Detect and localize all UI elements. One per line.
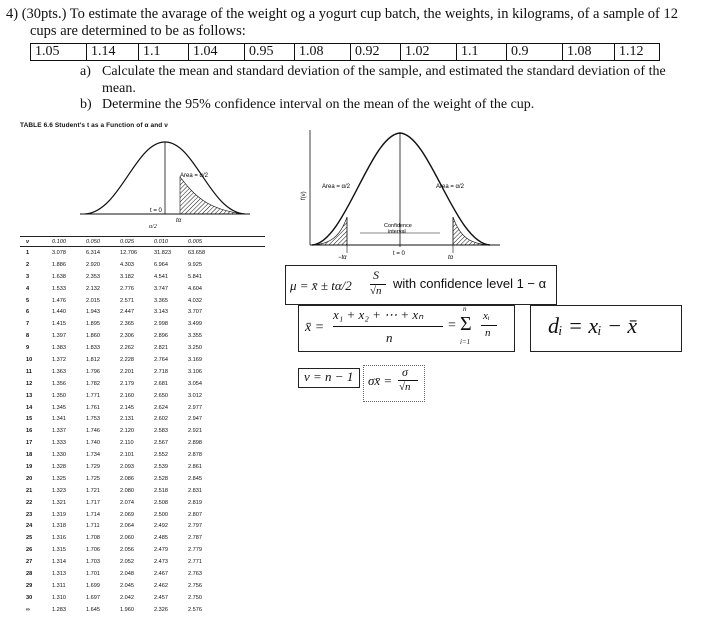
t-table-row bbox=[20, 425, 265, 437]
t-table-cell: 1.711 bbox=[86, 523, 100, 530]
t-table-row bbox=[20, 604, 265, 616]
t-table-cell: 2.228 bbox=[120, 356, 134, 363]
t-table-cell: 2.052 bbox=[120, 559, 134, 566]
t-table-cell: 2.074 bbox=[120, 499, 134, 506]
t-table-cell: 27 bbox=[26, 559, 33, 566]
t-table-cell: 2.602 bbox=[154, 416, 168, 423]
weight-cell: 1.02 bbox=[401, 44, 457, 60]
t-table-cell: 2.069 bbox=[120, 511, 134, 518]
t-table-cell: 2.920 bbox=[86, 261, 100, 268]
t-table-cell: 2.042 bbox=[120, 594, 134, 601]
t-table-cell: 1.761 bbox=[86, 404, 100, 411]
weight-cell: 1.12 bbox=[619, 44, 644, 59]
area-label: Area = α/2 bbox=[180, 173, 208, 179]
t-table-cell: 2.110 bbox=[120, 440, 134, 447]
t-table-cell: 1.960 bbox=[120, 606, 134, 613]
t-table-cell: 1.701 bbox=[86, 570, 100, 577]
mean-fraction-bar bbox=[333, 326, 443, 327]
t-table-row bbox=[20, 247, 265, 259]
t-table-cell: 2.539 bbox=[154, 463, 168, 470]
t-table-cell: 4.032 bbox=[188, 297, 202, 304]
t-table-cell: 2.131 bbox=[120, 416, 134, 423]
t-table-cell: 1.703 bbox=[86, 559, 100, 566]
t-alpha-label: tα bbox=[176, 218, 182, 224]
area-left-label: Area = α/2 bbox=[322, 184, 350, 190]
ci-t0-label: t = 0 bbox=[393, 251, 405, 257]
mean-lhs: x̄ = bbox=[305, 320, 325, 335]
t-table-cell: 2.763 bbox=[188, 570, 202, 577]
t-table-cell: 1.638 bbox=[52, 273, 66, 280]
t-table-cell: 3.499 bbox=[188, 321, 202, 328]
t-table-row bbox=[20, 532, 265, 544]
part-a-text bbox=[102, 63, 692, 97]
t-table-row bbox=[20, 449, 265, 461]
t-table-cell: 1.895 bbox=[86, 321, 100, 328]
t-table-cell: 22 bbox=[26, 499, 33, 506]
sigma-den: √n bbox=[399, 381, 411, 393]
t-table-cell: 3.707 bbox=[188, 309, 202, 316]
t-table-cell: 2.447 bbox=[120, 309, 134, 316]
t-table-cell: 1.333 bbox=[52, 440, 66, 447]
t-table-cell: 2.457 bbox=[154, 594, 168, 601]
t-table-row bbox=[20, 354, 265, 366]
t-table-cell: 9.925 bbox=[188, 261, 202, 268]
t-table-cell: 3.012 bbox=[188, 392, 202, 399]
t-table-cell: 4.604 bbox=[188, 285, 202, 292]
t-table-cell: 2.764 bbox=[154, 356, 168, 363]
t-table-cell: 1.323 bbox=[52, 487, 66, 494]
f-nu-label: f(ν) bbox=[301, 191, 307, 200]
t-table bbox=[20, 236, 265, 616]
t-table-cell: 2.528 bbox=[154, 475, 168, 482]
area-right-label: Area = α/2 bbox=[436, 184, 464, 190]
t-table-cell: 2.750 bbox=[188, 594, 202, 601]
t-table-cell: 24 bbox=[26, 523, 33, 530]
t-table-header-cell: ν bbox=[26, 238, 30, 245]
t-table-cell: 2.473 bbox=[154, 559, 168, 566]
t-table-row bbox=[20, 544, 265, 556]
t-table-cell: 3.054 bbox=[188, 380, 202, 387]
ci-sqrt-n: √n bbox=[370, 285, 382, 297]
alpha-over-2-label: α/2 bbox=[149, 224, 157, 230]
t-table-cell: 3.143 bbox=[154, 309, 168, 316]
mean-eq: = bbox=[448, 318, 456, 333]
t-table-cell: 1.283 bbox=[52, 606, 66, 613]
t-table-cell: 16 bbox=[26, 428, 33, 435]
t-table-cell: 4.303 bbox=[120, 261, 134, 268]
t-table-cell: 2.201 bbox=[120, 368, 134, 375]
t-table-cell: 2.776 bbox=[120, 285, 134, 292]
t-table-header-cell: 0.010 bbox=[154, 238, 168, 245]
t-table-header-cell: 0.050 bbox=[86, 238, 100, 245]
t-table-cell: 26 bbox=[26, 547, 33, 554]
t-table-cell: 2.921 bbox=[188, 428, 202, 435]
t-table-cell: 9 bbox=[26, 345, 30, 352]
weight-cell: 1.14 bbox=[87, 44, 139, 60]
t-table-cell: 1.328 bbox=[52, 463, 66, 470]
t-table-cell: 1.812 bbox=[86, 356, 100, 363]
t-table-cell: 3.250 bbox=[188, 345, 202, 352]
t-table-cell: 2.462 bbox=[154, 582, 168, 589]
t-table-cell: 1.782 bbox=[86, 380, 100, 387]
t-table-cell: 1.717 bbox=[86, 499, 100, 506]
t-table-row bbox=[20, 497, 265, 509]
t-table-cell: 2.779 bbox=[188, 547, 202, 554]
t-table-cell: 1.397 bbox=[52, 333, 66, 340]
t-table-cell: 1.318 bbox=[52, 523, 66, 530]
sum-sign: Σ bbox=[460, 313, 472, 335]
t-table-cell: 2.576 bbox=[188, 606, 202, 613]
t-table-cell: 6.964 bbox=[154, 261, 168, 268]
t-table-cell: 3.365 bbox=[154, 297, 168, 304]
t-table-cell: 21 bbox=[26, 487, 33, 494]
question-text bbox=[6, 6, 700, 40]
t-table-header-cell: 0.025 bbox=[120, 238, 134, 245]
t-table-cell: 1.699 bbox=[86, 582, 100, 589]
part-b-text: Determine the 95% confidence interval on the mean of the weight of the cup. bbox=[102, 97, 535, 112]
t-table-cell: 15 bbox=[26, 416, 33, 423]
t-table-cell: 1.697 bbox=[86, 594, 100, 601]
t-table-cell: 2.878 bbox=[188, 452, 202, 459]
t-table-cell: 19 bbox=[26, 463, 33, 470]
t-table-cell: 1.476 bbox=[52, 297, 66, 304]
t-table-row bbox=[20, 318, 265, 330]
t-table-header-cell: 0.005 bbox=[188, 238, 202, 245]
weight-cell: 1.08 bbox=[295, 44, 351, 60]
neg-t-alpha-label: −tα bbox=[338, 255, 347, 261]
t-table-cell: 2.485 bbox=[154, 535, 168, 542]
t-table-cell: 2.998 bbox=[154, 321, 168, 328]
mean-numerator: x₁ + x₂ + ⋯ + xₙ bbox=[333, 307, 424, 322]
t-table-cell: 1.725 bbox=[86, 475, 100, 482]
t-table-cell: 1.729 bbox=[86, 463, 100, 470]
t-table-cell: 31.823 bbox=[154, 249, 172, 256]
part-a-line-1: Calculate the mean and standard deviation of the sample, and estimated the standard deviation of the bbox=[102, 64, 666, 79]
t-table-cell: 2.132 bbox=[86, 285, 100, 292]
t-table-cell: 1.311 bbox=[52, 582, 66, 589]
t-table-cell: 1.833 bbox=[86, 345, 100, 352]
t-table-cell: 2.500 bbox=[154, 511, 168, 518]
t-table-cell: 2.518 bbox=[154, 487, 168, 494]
t-table-cell: 3.182 bbox=[120, 273, 134, 280]
t-table-cell: 10 bbox=[26, 356, 33, 363]
t-table-row bbox=[20, 485, 265, 497]
t-table-row bbox=[20, 580, 265, 592]
t-table-cell: 1.321 bbox=[52, 499, 66, 506]
weight-cell: 0.9 bbox=[507, 44, 563, 60]
t-table-cell: 1.310 bbox=[52, 594, 66, 601]
t-table-cell: 1.330 bbox=[52, 452, 66, 459]
t-table-row bbox=[20, 378, 265, 390]
part-a-label: a) bbox=[80, 64, 91, 79]
t-table-row bbox=[20, 592, 265, 604]
t-table-cell: 1.753 bbox=[86, 416, 100, 423]
weight-cell: 1.04 bbox=[189, 44, 245, 60]
t-table-cell: 3.106 bbox=[188, 368, 202, 375]
t-table-cell: 7 bbox=[26, 321, 30, 328]
table-caption: TABLE 6.6 Student's t as a Function of α and ν bbox=[20, 122, 168, 129]
t-table-row bbox=[20, 342, 265, 354]
sigma-num: σ bbox=[402, 365, 408, 379]
t-table-cell: 1.860 bbox=[86, 333, 100, 340]
t-table-cell: 1.533 bbox=[52, 285, 66, 292]
t-table-cell: 2.787 bbox=[188, 535, 202, 542]
weight-cell: 1.08 bbox=[563, 44, 615, 60]
t-table-cell: 2.807 bbox=[188, 511, 202, 518]
sum-n: n bbox=[485, 327, 491, 339]
t-table-cell: 20 bbox=[26, 475, 33, 482]
t-table-cell: 5 bbox=[26, 297, 30, 304]
sum-fraction-bar bbox=[481, 325, 497, 326]
ci-s: S bbox=[373, 268, 379, 282]
t-table-cell: 2.064 bbox=[120, 523, 134, 530]
t-table-cell: 2.093 bbox=[120, 463, 134, 470]
t-table-cell: 28 bbox=[26, 570, 33, 577]
t-table-cell: 2.479 bbox=[154, 547, 168, 554]
t-table-cell: 2.947 bbox=[188, 416, 202, 423]
t-table-cell: 4.541 bbox=[154, 273, 168, 280]
question-line-2: cups are determined to be as follows: bbox=[30, 23, 246, 39]
t-table-cell: 1.350 bbox=[52, 392, 66, 399]
t-table-cell: 1.734 bbox=[86, 452, 100, 459]
t-table-cell: 2.896 bbox=[154, 333, 168, 340]
ci-t-alpha-label: tα bbox=[448, 255, 454, 261]
t-table-cell: 1.721 bbox=[86, 487, 100, 494]
t-table-cell: 2.048 bbox=[120, 570, 134, 577]
t-table-cell: 12.706 bbox=[120, 249, 138, 256]
t-table-row bbox=[20, 271, 265, 283]
t-table-cell: 2.120 bbox=[120, 428, 134, 435]
t-table-cell: 3.169 bbox=[188, 356, 202, 363]
t-table-cell: 4 bbox=[26, 285, 30, 292]
t-table-cell: 2.819 bbox=[188, 499, 202, 506]
t-table-row bbox=[20, 520, 265, 532]
t-table-cell: 18 bbox=[26, 452, 33, 459]
t-table-cell: 3.747 bbox=[154, 285, 168, 292]
t-table-cell: 8 bbox=[26, 333, 30, 340]
t-table-cell: 2.179 bbox=[120, 380, 134, 387]
t-table-cell: 5.841 bbox=[188, 273, 202, 280]
t-table-cell: 1.415 bbox=[52, 321, 66, 328]
t-table-cell: 2.583 bbox=[154, 428, 168, 435]
t-table-cell: 2.060 bbox=[120, 535, 134, 542]
t-table-cell: 2.977 bbox=[188, 404, 202, 411]
t-table-cell: 2.015 bbox=[86, 297, 100, 304]
t-table-cell: 1.708 bbox=[86, 535, 100, 542]
t-table-header bbox=[20, 236, 265, 247]
t-table-cell: 3 bbox=[26, 273, 30, 280]
t0-label: t = 0 bbox=[150, 208, 162, 214]
t-table-cell: 2.898 bbox=[188, 440, 202, 447]
t-table-cell: 2.262 bbox=[120, 345, 134, 352]
t-table-cell: 1.746 bbox=[86, 428, 100, 435]
t-table-cell: 1.345 bbox=[52, 404, 66, 411]
t-table-cell: 1.943 bbox=[86, 309, 100, 316]
t-table-row bbox=[20, 390, 265, 402]
weight-cell: 0.95 bbox=[245, 44, 295, 60]
t-table-row bbox=[20, 306, 265, 318]
t-table-cell: 1.372 bbox=[52, 356, 66, 363]
confidence-label-2: interval bbox=[388, 229, 406, 235]
sum-top: n bbox=[463, 305, 467, 313]
t-table-cell: 2.080 bbox=[120, 487, 134, 494]
t-table-cell: 12 bbox=[26, 380, 33, 387]
t-table-cell: ∞ bbox=[26, 606, 30, 613]
t-table-row bbox=[20, 437, 265, 449]
t-table-cell: 2.508 bbox=[154, 499, 168, 506]
t-table-row bbox=[20, 413, 265, 425]
t-table-cell: 2.056 bbox=[120, 547, 134, 554]
t-table-row bbox=[20, 402, 265, 414]
part-a-line-2: mean. bbox=[102, 81, 136, 96]
t-table-cell: 2.365 bbox=[120, 321, 134, 328]
t-table-cell: 1.316 bbox=[52, 535, 66, 542]
weight-cell: 1.1 bbox=[139, 44, 189, 60]
t-table-cell: 1 bbox=[26, 249, 30, 256]
t-table-cell: 1.314 bbox=[52, 559, 66, 566]
t-table-cell: 1.440 bbox=[52, 309, 66, 316]
t-table-cell: 2.353 bbox=[86, 273, 100, 280]
confidence-label-1: Confidence bbox=[384, 223, 412, 229]
t-table-cell: 3.078 bbox=[52, 249, 66, 256]
t-table-cell: 1.740 bbox=[86, 440, 100, 447]
t-table-row bbox=[20, 509, 265, 521]
t-table-cell: 1.714 bbox=[86, 511, 100, 518]
t-table-cell: 2.467 bbox=[154, 570, 168, 577]
t-table-row bbox=[20, 259, 265, 271]
t-table-row bbox=[20, 568, 265, 580]
t-table-row bbox=[20, 366, 265, 378]
t-table-cell: 2.306 bbox=[120, 333, 134, 340]
t-table-row bbox=[20, 461, 265, 473]
ci-formula: μ = x̄ ± tα/2 bbox=[290, 278, 352, 293]
t-table-cell: 1.341 bbox=[52, 416, 66, 423]
t-table-cell: 1.315 bbox=[52, 547, 66, 554]
t-table-cell: 2.650 bbox=[154, 392, 168, 399]
t-table-cell: 14 bbox=[26, 404, 33, 411]
t-table-cell: 1.313 bbox=[52, 570, 66, 577]
t-table-cell: 1.383 bbox=[52, 345, 66, 352]
t-table-cell: 25 bbox=[26, 535, 33, 542]
weight-cell: 1.05 bbox=[31, 44, 87, 60]
t-table-cell: 11 bbox=[26, 368, 32, 375]
t-table-cell: 2.624 bbox=[154, 404, 168, 411]
confidence-interval-figure bbox=[300, 125, 510, 275]
t-table-cell: 2.845 bbox=[188, 475, 202, 482]
t-table-cell: 3.355 bbox=[188, 333, 202, 340]
t-table-row bbox=[20, 295, 265, 307]
t-table-cell: 6.314 bbox=[86, 249, 100, 256]
part-b-label: b) bbox=[80, 97, 92, 112]
ci-text: with confidence level 1 − α bbox=[393, 276, 547, 291]
sum-xi: xᵢ bbox=[483, 310, 490, 322]
t-table-cell: 63.658 bbox=[188, 249, 206, 256]
t-table-row bbox=[20, 473, 265, 485]
sum-bottom: i=1 bbox=[460, 338, 471, 346]
t-table-row bbox=[20, 283, 265, 295]
t-table-cell: 1.645 bbox=[86, 606, 100, 613]
question-line-1: 4) (30pts.) To estimate the avarage of the weight og a yogurt cup batch, the weights, in kilograms, of a sample of 12 bbox=[6, 6, 678, 22]
t-table-cell: 2.145 bbox=[120, 404, 134, 411]
t-table-cell: 2.571 bbox=[120, 297, 134, 304]
t-table-cell: 2.861 bbox=[188, 463, 202, 470]
t-table-cell: 2.567 bbox=[154, 440, 168, 447]
weights-table bbox=[30, 43, 660, 61]
t-table-header-cell: 0.100 bbox=[52, 238, 66, 245]
t-table-cell: 23 bbox=[26, 511, 33, 518]
deviation-formula: dᵢ = xᵢ − x̄ bbox=[548, 313, 638, 338]
t-table-cell: 13 bbox=[26, 392, 33, 399]
t-table-cell: 1.356 bbox=[52, 380, 66, 387]
t-table-row bbox=[20, 556, 265, 568]
t-table-cell: 2.821 bbox=[154, 345, 168, 352]
weight-cell: 0.92 bbox=[351, 44, 401, 60]
t-table-cell: 2.101 bbox=[120, 452, 134, 459]
t-table-cell: 1.325 bbox=[52, 475, 66, 482]
t-table-cell: 2.492 bbox=[154, 523, 168, 530]
t-table-cell: 29 bbox=[26, 582, 33, 589]
t-table-cell: 6 bbox=[26, 309, 30, 316]
t-table-cell: 2.831 bbox=[188, 487, 202, 494]
t-table-row bbox=[20, 330, 265, 342]
t-distribution-figure bbox=[80, 132, 250, 224]
t-table-cell: 2.718 bbox=[154, 368, 168, 375]
t-table-cell: 1.796 bbox=[86, 368, 100, 375]
t-table-cell: 2 bbox=[26, 261, 30, 268]
t-table-cell: 1.771 bbox=[86, 392, 100, 399]
t-table-cell: 2.045 bbox=[120, 582, 134, 589]
sigma-lhs: σx̄ = bbox=[368, 373, 393, 388]
t-table-cell: 2.552 bbox=[154, 452, 168, 459]
dof-formula: ν = n − 1 bbox=[304, 369, 354, 384]
t-table-cell: 30 bbox=[26, 594, 33, 601]
t-table-cell: 2.160 bbox=[120, 392, 134, 399]
t-table-cell: 17 bbox=[26, 440, 33, 447]
t-table-cell: 2.326 bbox=[154, 606, 168, 613]
t-table-cell: 1.363 bbox=[52, 368, 66, 375]
t-table-cell: 2.756 bbox=[188, 582, 202, 589]
t-table-cell: 2.797 bbox=[188, 523, 202, 530]
t-table-cell: 1.706 bbox=[86, 547, 100, 554]
weight-cell: 1.1 bbox=[457, 44, 507, 60]
t-table-cell: 1.886 bbox=[52, 261, 66, 268]
mean-denominator: n bbox=[386, 330, 393, 345]
t-table-cell: 2.086 bbox=[120, 475, 134, 482]
t-table-cell: 1.337 bbox=[52, 428, 66, 435]
t-table-cell: 1.319 bbox=[52, 511, 66, 518]
t-table-cell: 2.681 bbox=[154, 380, 168, 387]
t-table-cell: 2.771 bbox=[188, 559, 202, 566]
